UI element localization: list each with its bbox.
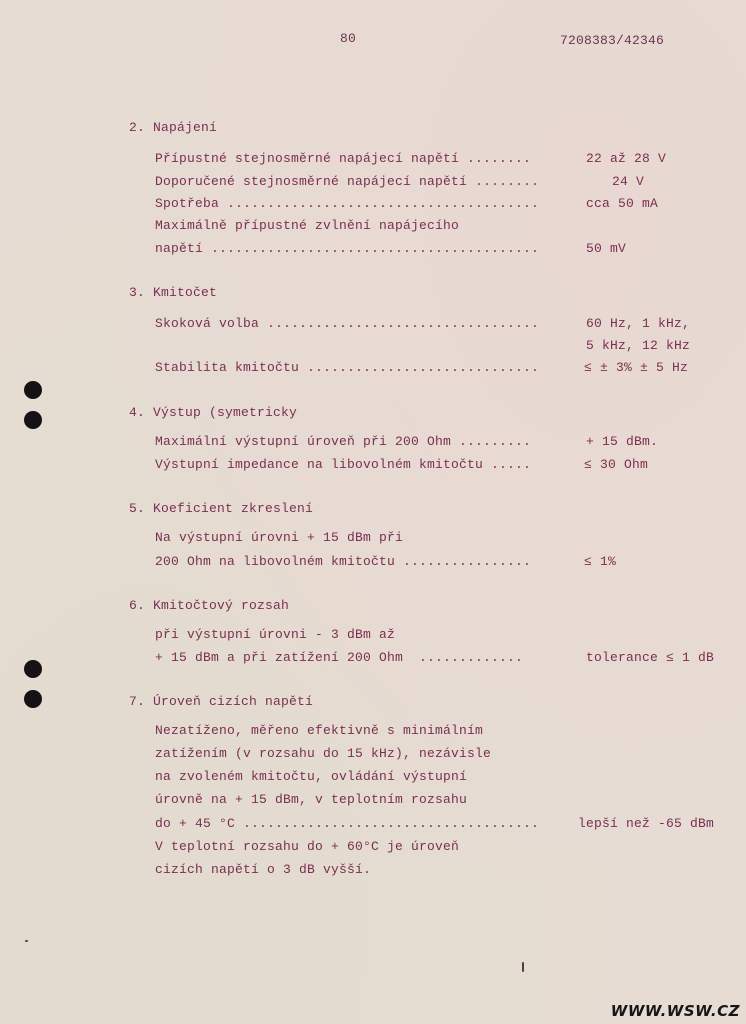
spec-label: Přípustné stejnosměrné napájecí napětí ........ (155, 151, 532, 166)
spec-label: + 15 dBm a při zatížení 200 Ohm ............. (155, 650, 524, 665)
spec-value: lepší než -65 dBm (578, 816, 715, 831)
spec-value: + 15 dBm. (586, 434, 659, 449)
spec-label: Stabilita kmitočtu ............................. (155, 360, 540, 375)
spec-text: na zvoleném kmitočtu, ovládání výstupní (155, 769, 468, 784)
spec-value: ≤ 30 Ohm (584, 457, 649, 472)
spec-text: úrovně na + 15 dBm, v teplotním rozsahu (155, 792, 468, 807)
binder-hole (24, 381, 42, 399)
spec-label: Doporučené stejnosměrné napájecí napětí ........ (155, 174, 540, 189)
spec-value: 60 Hz, 1 kHz, (586, 316, 691, 331)
document-number: 7208383/42346 (560, 33, 665, 48)
spec-label: při výstupní úrovni - 3 dBm až (155, 627, 396, 642)
section-heading: 7. Úroveň cizích napětí (129, 694, 314, 709)
spec-text: cizích napětí o 3 dB vyšší. (155, 862, 372, 877)
spec-label: Maximální výstupní úroveň při 200 Ohm ......... (155, 434, 532, 449)
watermark: WWW.WSW.CZ (610, 1002, 740, 1020)
spec-label: do + 45 °C ..................................... (155, 816, 540, 831)
spec-value: ≤ ± 3% ± 5 Hz (584, 360, 689, 375)
binder-hole (24, 411, 42, 429)
section-heading: 3. Kmitočet (129, 285, 218, 300)
spec-label: napětí ......................................... (155, 241, 540, 256)
spec-label: Skoková volba .................................. (155, 316, 540, 331)
paper-speck (25, 940, 28, 942)
section-heading: 6. Kmitočtový rozsah (129, 598, 290, 613)
spec-label: Maximálně přípustné zvlnění napájecího (155, 218, 460, 233)
spec-value: 24 V (612, 174, 645, 189)
binder-hole (24, 690, 42, 708)
spec-value: cca 50 mA (586, 196, 659, 211)
section-heading: 2. Napájení (129, 120, 218, 135)
spec-value: 22 až 28 V (586, 151, 667, 166)
spec-value: tolerance ≤ 1 dB (586, 650, 715, 665)
spec-text: zatížením (v rozsahu do 15 kHz), nezávisle (155, 746, 492, 761)
spec-value: 50 mV (586, 241, 627, 256)
paper-speck (522, 962, 524, 972)
spec-value: 5 kHz, 12 kHz (586, 338, 691, 353)
spec-value: ≤ 1% (584, 554, 617, 569)
spec-label: Spotřeba ....................................... (155, 196, 540, 211)
section-heading: 5. Koeficient zkreslení (129, 501, 314, 516)
spec-label: Na výstupní úrovni + 15 dBm při (155, 530, 404, 545)
section-heading: 4. Výstup (symetricky (129, 405, 298, 420)
spec-text: V teplotní rozsahu do + 60°C je úroveň (155, 839, 460, 854)
spec-text: Nezatíženo, měřeno efektivně s minimálním (155, 723, 484, 738)
binder-hole (24, 660, 42, 678)
page-number: 80 (340, 31, 357, 46)
spec-label: Výstupní impedance na libovolném kmitočtu ..... (155, 457, 532, 472)
spec-label: 200 Ohm na libovolném kmitočtu ................ (155, 554, 532, 569)
